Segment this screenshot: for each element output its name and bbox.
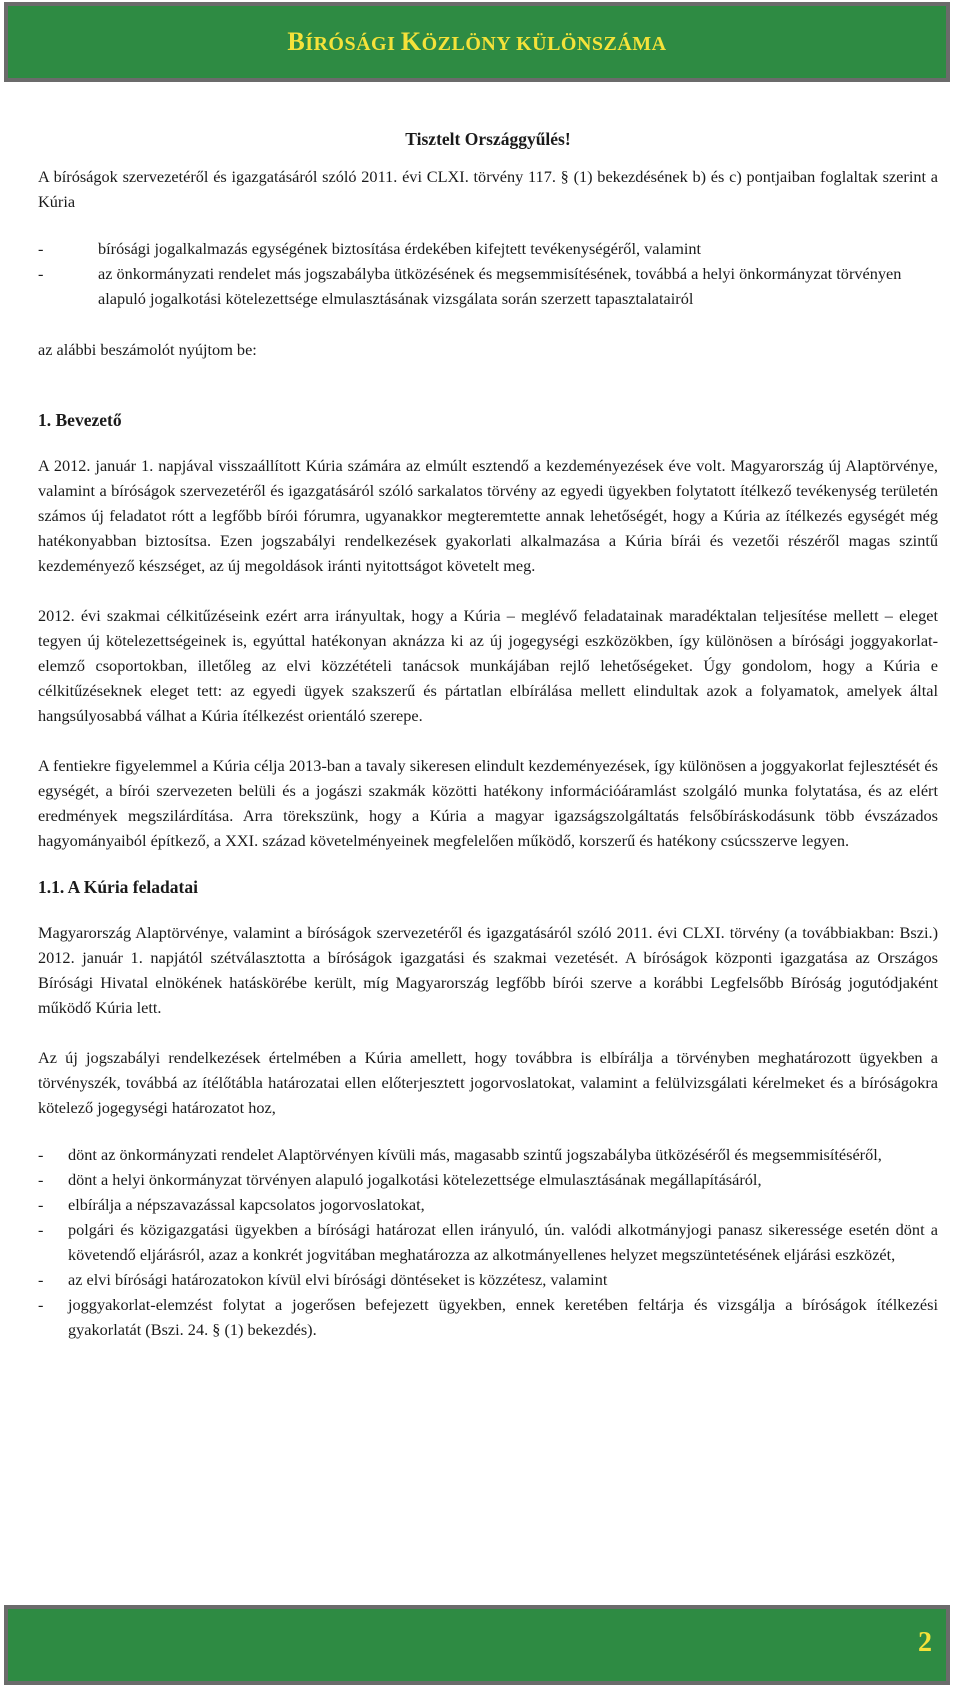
list-item: - az önkormányzati rendelet más jogszabályba ütközésének és megsemmisítésének, továbbá a helyi önkormányzat törvényen alapuló jogalkotási kötelezettsége elmulasztásának vizsgálata során szerzett tapasztalatairól	[38, 261, 938, 311]
page-number: 2	[918, 1627, 932, 1658]
list-item: - az elvi bírósági határozatokon kívül elvi bírósági döntéseket is közzétesz, valamint	[38, 1267, 938, 1292]
intro-list	[38, 236, 938, 311]
list-item: - elbírálja a népszavazással kapcsolatos jogorvoslatokat,	[38, 1192, 938, 1217]
list-item: - joggyakorlat-elemzést folytat a jogerősen befejezett ügyekben, ennek keretében feltárja és vizsgálja a bíróságok ítélkezési gyakorlatát (Bszi. 24. § (1) bekezdés).	[38, 1292, 938, 1342]
footer-banner	[4, 1605, 950, 1685]
section-heading: 1. Bevezető	[38, 410, 122, 430]
header-banner	[4, 2, 950, 82]
body-paragraph: 2012. évi szakmai célkitűzéseink ezért arra irányultak, hogy a Kúria – meglévő feladatainak maradéktalan teljesítése mellett – eleget tegyen új kötelezettségeinek is, egyúttal hatékonyan aknázza ki az új jogegységi eszközökben, így különösen a bírósági joggyakorlat-elemző csoportokban, illetőleg az elvi közzétételi tanácsok munkájában rejlő lehetőségeket. Úgy gondolom, hogy a Kúria e célkitűzéseknek eleget tett: az egyedi ügyek szakszerű és pártatlan elbírálása mellett elindultak azok a folyamatok, amelyek által hangsúlyosabbá válhat a Kúria ítélkezést orientáló szerepe.	[38, 606, 938, 725]
duties-list	[38, 1142, 938, 1342]
list-item: - bírósági jogalkalmazás egységének biztosítása érdekében kifejtett tevékenységéről, valamint	[38, 236, 938, 261]
title-part: B	[287, 27, 306, 56]
publication-title	[287, 27, 666, 57]
body-paragraph: A fentiekre figyelemmel a Kúria célja 2013-ban a tavaly sikeresen elindult kezdeményezések, így különösen a joggyakorlat fejlesztését és egységét, a bírói szervezeten belüli és a jogászi szakmák közötti hatékony információáramlást szolgáló munka folytatása, és az elért eredmények megszilárdítása. Arra törekszünk, hogy a Kúria a magyar igazságszolgáltatás felsőbíráskodásunk több évszázados hagyományaiból építkező, a XXI. század követelményeinek megfelelően működő, korszerű és hatékony csúcsszerve legyen.	[38, 756, 938, 850]
title-part: K	[400, 27, 422, 56]
title-part: ÍRÓSÁGI	[305, 33, 401, 55]
intro-paragraph: A bíróságok szervezetéről és igazgatásáról szóló 2011. évi CLXI. törvény 117. § (1) bekezdésének b) és c) pontjaiban foglaltak szerint a Kúria	[38, 167, 938, 211]
body-paragraph: A 2012. január 1. napjával visszaállított Kúria számára az elmúlt esztendő a kezdeményezések éve volt. Magyarország új Alaptörvénye, valamint a bíróságok szervezetéről és igazgatásáról szóló sarkalatos törvény az egyedi ügyekben folytatott ítélkező tevékenység területén számos új feladatot rótt a legfőbb bírói fórumra, ugyanakkor megteremtette annak lehetőségét, hogy a Kúria az ítélkezés egységét még hatékonyabban biztosítsa. Ezen jogszabályi rendelkezések gyakorlati alkalmazása a Kúria bírái és vezetői részéről magas szintű kezdeményező készséget, az új megoldások iránti nyitottságot követelt meg.	[38, 456, 938, 575]
list-item: - polgári és közigazgatási ügyekben a bírósági határozat ellen irányuló, ún. valódi alkotmányjogi panasz sikeressége esetén dönt a követendő eljárásról, azaz a konkrét jogvitában meghatározza az alkotmányellenes helyzet megszüntetésének eljárási eszközét,	[38, 1217, 938, 1267]
list-item: - dönt a helyi önkormányzat törvényen alapuló jogalkotási kötelezettsége elmulasztásának megállapításáról,	[38, 1167, 938, 1192]
section-heading: 1.1. A Kúria feladatai	[38, 877, 198, 897]
salutation: Tisztelt Országgyűlés!	[405, 129, 571, 149]
body-paragraph: Az új jogszabályi rendelkezések értelmében a Kúria amellett, hogy továbbra is elbírálja a törvényben meghatározott ügyekben a törvényszék, továbbá az ítélőtábla határozatai ellen előterjesztett jogorvoslatokat, valamint a felülvizsgálati kérelmeket és a bíróságokra kötelező jogegységi határozatot hoz,	[38, 1048, 938, 1117]
list-item: - dönt az önkormányzati rendelet Alaptörvényen kívüli más, magasabb szintű jogszabályba ütközéséről és megsemmisítéséről,	[38, 1142, 938, 1167]
title-part: ÖZLÖNY KÜLÖNSZÁMA	[421, 33, 667, 55]
body-paragraph: Magyarország Alaptörvénye, valamint a bíróságok szervezetéről és igazgatásáról szóló 2011. évi CLXI. törvény (a továbbiakban: Bszi.) 2012. január 1. napjától szétválasztotta a bíróságok igazgatási és szakmai vezetését. A bíróságok központi igazgatása az Országos Bírósági Hivatal elnökének hatáskörébe került, míg Magyarország legfőbb bírói szerve a korábbi Legfelsőbb Bíróság jogutódjaként működő Kúria lett.	[38, 923, 938, 1017]
document-body	[38, 127, 938, 1342]
lead-out-text: az alábbi beszámolót nyújtom be:	[38, 340, 257, 359]
